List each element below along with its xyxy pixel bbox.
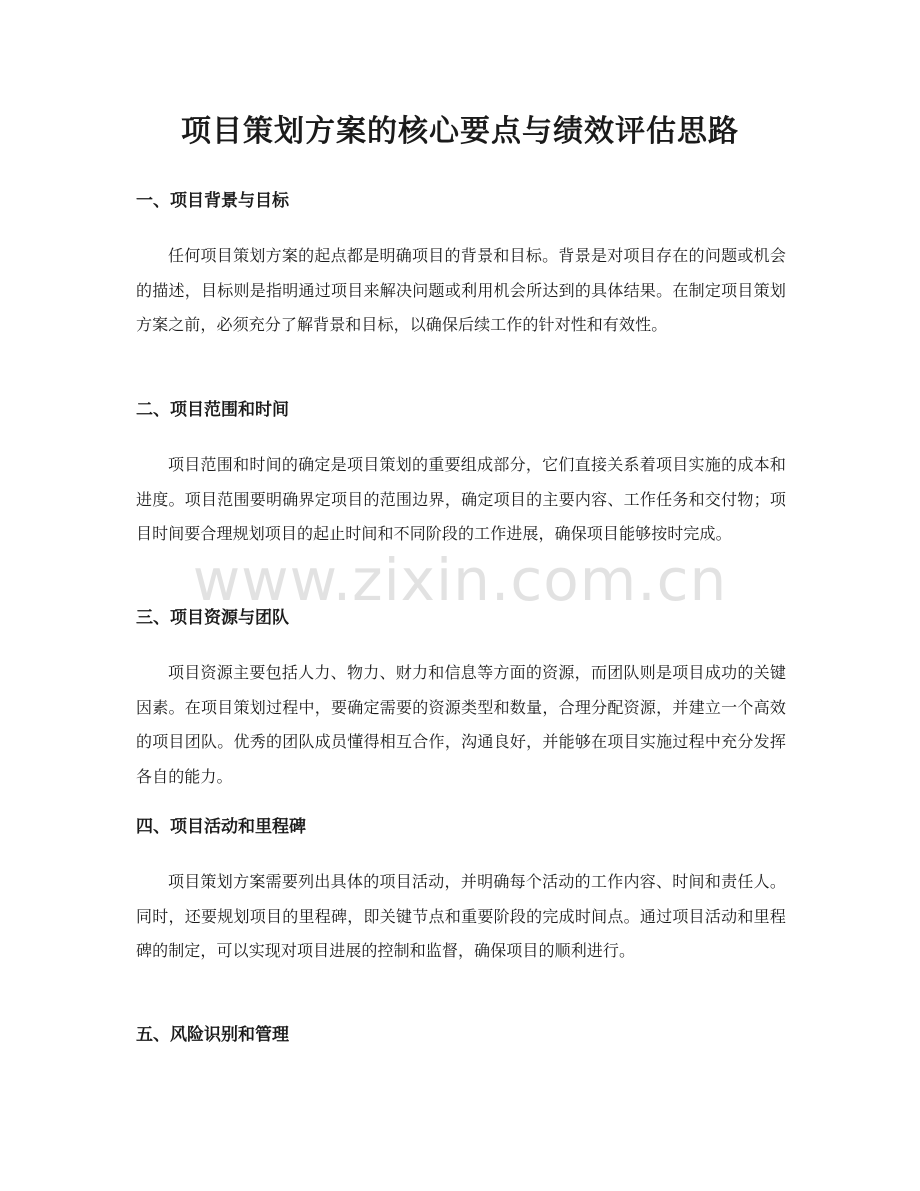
section-project-resources <box>136 605 786 794</box>
section-heading: 五、风险识别和管理 <box>136 1025 289 1045</box>
document-title: 项目策划方案的核心要点与绩效评估思路 <box>181 114 739 149</box>
watermark-text: www.zixin.com.cn <box>192 546 728 614</box>
section-paragraph: 项目范围和时间的确定是项目策划的重要组成部分，它们直接关系着项目实施的成本和进度。项目范围要明确界定项目的范围边界，确定项目的主要内容、工作任务和交付物；项目时间要合理规划项目的起止时间和不同阶段的工作进展，确保项目能够按时完成。 <box>136 455 786 543</box>
section-heading: 三、项目资源与团队 <box>136 608 289 628</box>
section-project-milestones <box>136 814 786 969</box>
section-project-background <box>136 188 786 343</box>
section-paragraph: 项目策划方案需要列出具体的项目活动，并明确每个活动的工作内容、时间和责任人。同时，还要规划项目的里程碑，即关键节点和重要阶段的完成时间点。通过项目活动和里程碑的制定，可以实现对项目进展的控制和监督，确保项目的顺利进行。 <box>136 872 786 960</box>
section-paragraph: 项目资源主要包括人力、物力、财力和信息等方面的资源，而团队则是项目成功的关键因素。在项目策划过程中，要确定需要的资源类型和数量，合理分配资源，并建立一个高效的项目团队。优秀的团队成员懂得相互合作，沟通良好，并能够在项目实施过程中充分发挥各自的能力。 <box>136 663 786 786</box>
section-paragraph: 任何项目策划方案的起点都是明确项目的背景和目标。背景是对项目存在的问题或机会的描述，目标则是指明通过项目来解决问题或利用机会所达到的具体结果。在制定项目策划方案之前，必须充分了解背景和目标，以确保后续工作的针对性和有效性。 <box>136 246 786 334</box>
section-heading: 四、项目活动和里程碑 <box>136 817 306 837</box>
section-risk-management <box>136 1022 786 1048</box>
section-heading: 二、项目范围和时间 <box>136 400 289 420</box>
section-heading: 一、项目背景与目标 <box>136 191 289 211</box>
section-project-scope <box>136 397 786 552</box>
